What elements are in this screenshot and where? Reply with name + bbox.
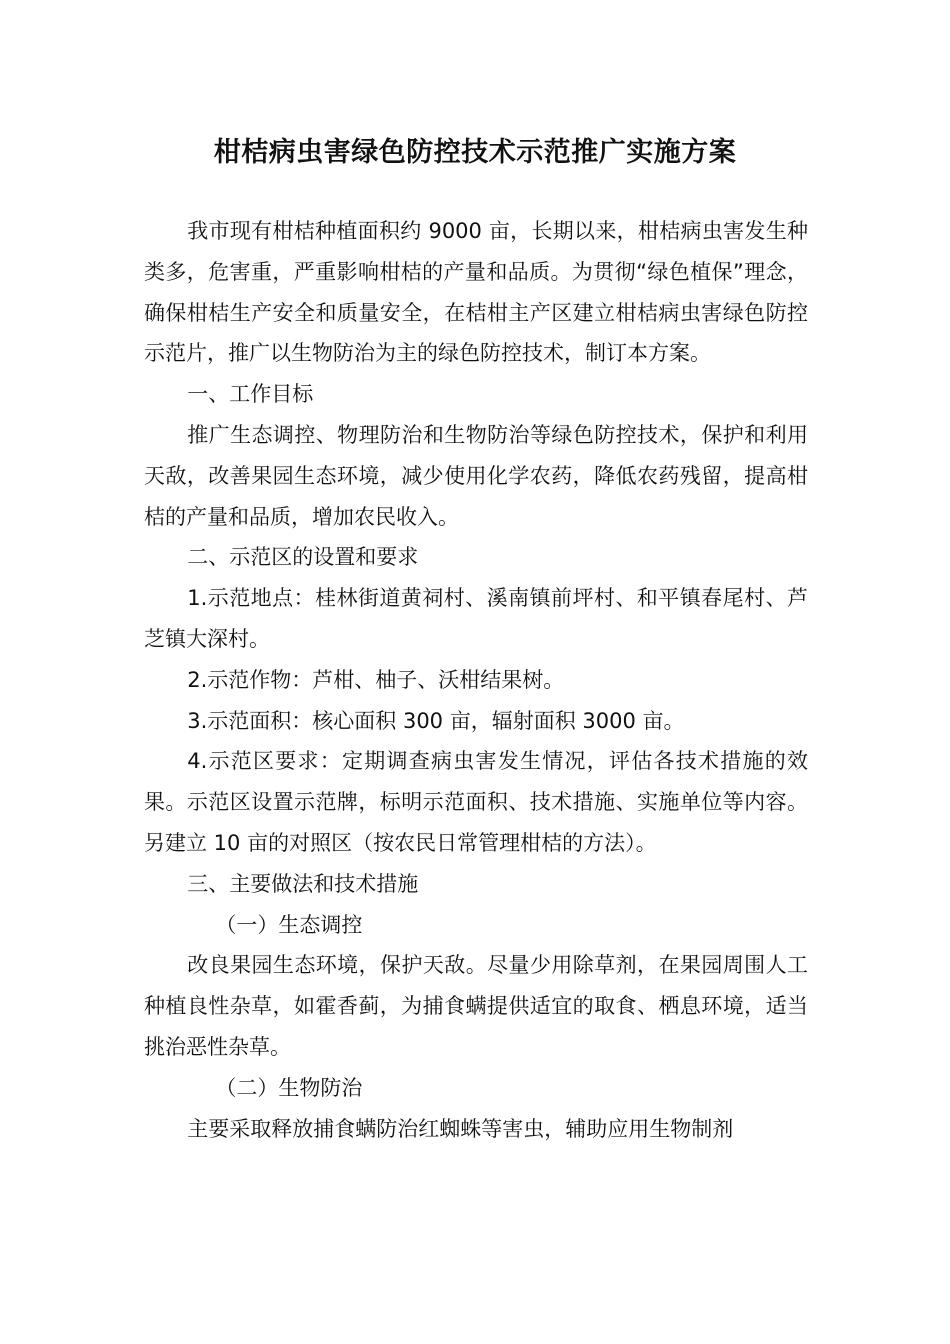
demo-crops-paragraph: 2.示范作物：芦柑、柚子、沃柑结果树。 xyxy=(187,667,565,692)
biological-control-paragraph: 主要采取释放捕食螨防治红蜘蛛等害虫，辅助应用生物制剂 xyxy=(187,1116,734,1141)
section-heading-goals: 一、工作目标 xyxy=(187,382,314,407)
subsection-heading-ecological-control: （一）生态调控 xyxy=(215,912,363,937)
demo-location-paragraph: 1.示范地点：桂林街道黄祠村、溪南镇前坪村、和平镇春尾村、芦芝镇大深村。 xyxy=(144,586,808,651)
document-body xyxy=(144,211,808,1149)
document-title: 柑桔病虫害绿色防控技术示范推广实施方案 xyxy=(213,137,737,168)
intro-paragraph: 我市现有柑桔种植面积约 9000 亩，长期以来，柑桔病虫害发生种类多，危害重，严重影响柑桔的产量和品质。为贯彻“绿色植保”理念，确保柑桔生产安全和质量安全，在桔柑主产区建立柑桔病虫害绿色防控示范片，推广以生物防治为主的绿色防控技术，制订本方案。 xyxy=(144,219,808,366)
ecological-control-paragraph: 改良果园生态环境，保护天敌。尽量少用除草剂，在果园周围人工种植良性杂草，如霍香蓟，为捕食螨提供适宜的取食、栖息环境，适当挑治恶性杂草。 xyxy=(144,953,808,1059)
section-heading-demo-area: 二、示范区的设置和要求 xyxy=(187,545,419,570)
section-heading-measures: 三、主要做法和技术措施 xyxy=(187,871,419,896)
demo-requirements-paragraph: 4.示范区要求：定期调查病虫害发生情况，评估各技术措施的效果。示范区设置示范牌，标明示范面积、技术措施、实施单位等内容。另建立 10 亩的对照区（按农民日常管理柑桔的方法）。 xyxy=(144,749,808,855)
goals-paragraph: 推广生态调控、物理防治和生物防治等绿色防控技术，保护和利用天敌，改善果园生态环境，减少使用化学农药，降低农药残留，提高柑桔的产量和品质，增加农民收入。 xyxy=(144,422,808,529)
subsection-heading-biological-control: （二）生物防治 xyxy=(215,1075,363,1100)
demo-area-size-paragraph: 3.示范面积：核心面积 300 亩，辐射面积 3000 亩。 xyxy=(187,708,685,733)
